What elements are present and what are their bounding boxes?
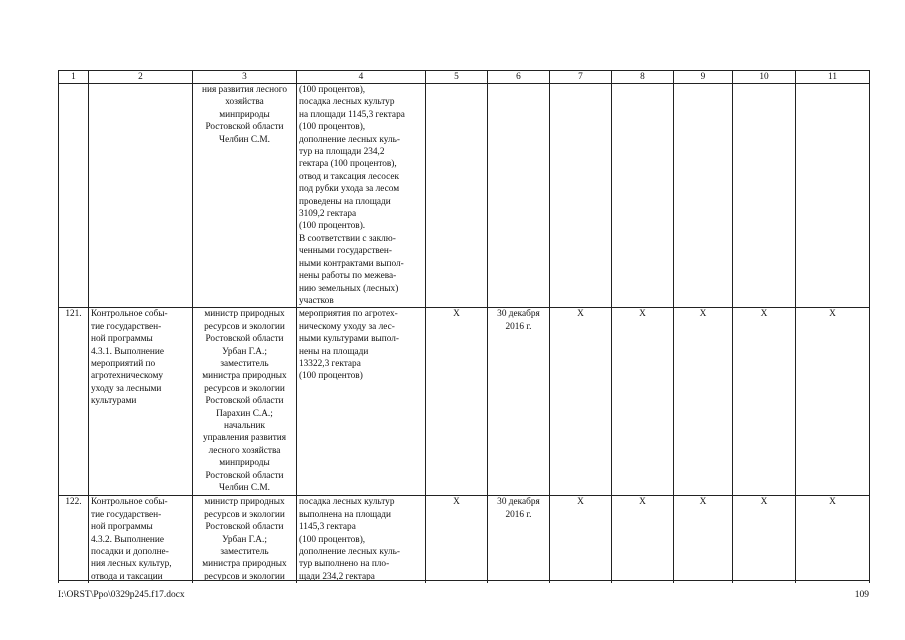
header-col-5: 5: [426, 71, 488, 84]
header-col-3: 3: [193, 71, 297, 84]
col10-cell: [733, 84, 796, 308]
event-name-cell: Контрольное собы- тие государствен- ной программы 4.3.1. Выполнение мероприятий по агротехническому уходу за лесными культурами: [89, 308, 193, 496]
col10-cell: Х: [733, 496, 796, 583]
result-cell: (100 процентов), посадка лесных культур на площади 1145,3 гектара (100 процентов), дополнение лесных куль- тур на площади 234,2 гектара (100 процентов), отвод и таксация лесосек под рубки ухода за лесом проведены на площади 3109,2 гектара (100 процентов). В соответствии с заклю- ченными государствен- ными контрактами выпол- нены работы по межева- нию земельных (лесных) участков: [297, 84, 426, 308]
event-name-cell: Контрольное собы- тие государствен- ной программы 4.3.2. Выполнение посадки и дополне- ния лесных культур, отвода и таксации: [89, 496, 193, 583]
col8-cell: Х: [612, 496, 674, 583]
col7-cell: [550, 84, 612, 308]
responsible-cell: министр природных ресурсов и экологии Ростовской области Урбан Г.А.; заместитель министра природных ресурсов и экологии: [193, 496, 297, 583]
result-cell: посадка лесных культур выполнена на площади 1145,3 гектара (100 процентов), дополнение лесных куль- тур выполнено на пло- щади 234,2 гектара: [297, 496, 426, 583]
header-col-2: 2: [89, 71, 193, 84]
footer-file-path: I:\ORST\Ppo\0329p245.f17.docx: [58, 590, 185, 600]
row-number-cell: [59, 84, 89, 308]
col11-cell: Х: [796, 496, 870, 583]
header-col-11: 11: [796, 71, 870, 84]
table-row: [59, 496, 870, 583]
header-col-1: 1: [59, 71, 89, 84]
col5-cell: Х: [426, 308, 488, 496]
table-row: [59, 84, 870, 308]
table-header-row: [59, 71, 870, 84]
col5-cell: Х: [426, 496, 488, 583]
result-cell: мероприятия по агротех- ническому уходу за лес- ными культурами выпол- нены на площади 13322,3 гектара (100 процентов): [297, 308, 426, 496]
col7-cell: Х: [550, 496, 612, 583]
control-events-table: [58, 70, 870, 583]
col8-cell: Х: [612, 308, 674, 496]
footer-page-number: 109: [854, 590, 869, 600]
responsible-cell: ния развития лесного хозяйства минприроды Ростовской области Челбин С.М.: [193, 84, 297, 308]
col9-cell: Х: [674, 496, 733, 583]
row-number-cell: 122.: [59, 496, 89, 583]
header-col-7: 7: [550, 71, 612, 84]
date-cell: 30 декабря 2016 г.: [488, 496, 550, 583]
date-cell: [488, 84, 550, 308]
table-row: [59, 308, 870, 496]
col11-cell: [796, 84, 870, 308]
header-col-8: 8: [612, 71, 674, 84]
col9-cell: [674, 84, 733, 308]
col8-cell: [612, 84, 674, 308]
header-col-9: 9: [674, 71, 733, 84]
table-bottom-rule: [58, 580, 869, 581]
event-name-cell: [89, 84, 193, 308]
responsible-cell: министр природных ресурсов и экологии Ростовской области Урбан Г.А.; заместитель министра природных ресурсов и экологии Ростовской области Парахин С.А.; начальник управления развития лесного хозяйства минприроды Ростовской области Челбин С.М.: [193, 308, 297, 496]
date-cell: 30 декабря 2016 г.: [488, 308, 550, 496]
col7-cell: Х: [550, 308, 612, 496]
header-col-4: 4: [297, 71, 426, 84]
col9-cell: Х: [674, 308, 733, 496]
col10-cell: Х: [733, 308, 796, 496]
col11-cell: Х: [796, 308, 870, 496]
col5-cell: [426, 84, 488, 308]
header-col-10: 10: [733, 71, 796, 84]
header-col-6: 6: [488, 71, 550, 84]
row-number-cell: 121.: [59, 308, 89, 496]
